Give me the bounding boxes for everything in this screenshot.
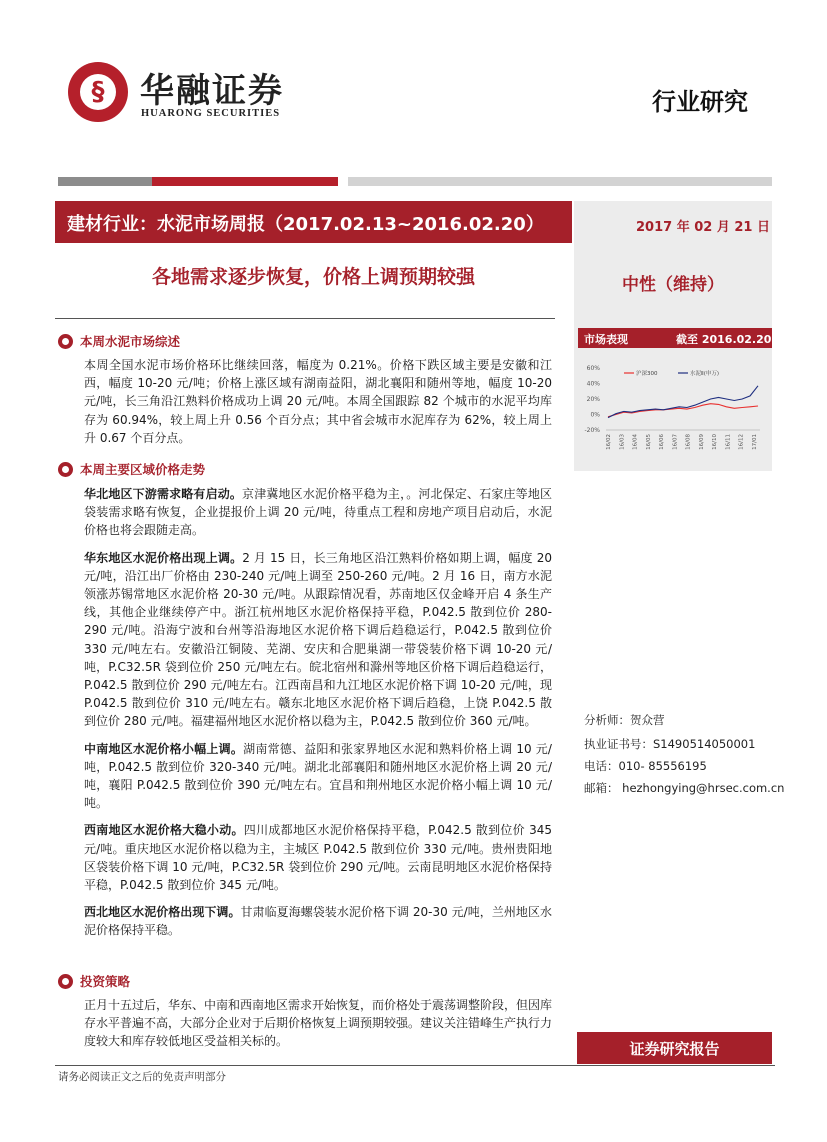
section-summary — [58, 332, 552, 447]
region-lead: 华东地区水泥价格出现上调。 — [84, 550, 243, 565]
y-tick-label: 20% — [586, 396, 600, 403]
analyst-email[interactable]: 邮箱： hezhongying@hrsec.com.cn — [584, 781, 785, 795]
x-tick-label: 16/10 — [712, 434, 719, 450]
market-chart — [578, 352, 772, 470]
x-tick-label: 16/02 — [606, 434, 612, 450]
decor-bar-grey — [58, 177, 152, 186]
strategy-text: 正月十五过后，华东、中南和西南地区需求开始恢复，而价格处于震荡调整阶段，但因库存水平普遍不高，大部分企业对于后期价格恢复上调预期较强。建议关注错峰生产执行力度较大和库存较低地区受益相关标的。 — [84, 998, 553, 1049]
region-paragraph — [84, 485, 552, 540]
analyst-name: 分析师：贺众营 — [584, 713, 665, 727]
section-header — [58, 972, 552, 990]
region-text: 京津冀地区水泥价格平稳为主，。河北保定、石家庄等地区袋装需求略有恢复，企业提报价上调 20 元/吨，待重点工程和房地产项目启动后，水泥价格也将会跟随走高。 — [84, 487, 552, 538]
bullet-icon — [58, 462, 73, 477]
x-tick-label: 16/06 — [659, 434, 666, 450]
x-tick-label: 16/03 — [619, 434, 626, 450]
x-tick-label: 16/07 — [672, 434, 679, 450]
report-title: 建材行业：水泥市场周报（2017.02.13~2016.02.20） — [67, 214, 544, 235]
region-lead: 西南地区水泥价格大稳小动。 — [84, 823, 244, 838]
market-panel-date: 截至 2016.02.20 — [676, 333, 772, 346]
legend-label: 沪深300 — [636, 371, 658, 377]
bullet-icon — [58, 974, 73, 989]
region-paragraph — [84, 740, 552, 813]
legend-label: 水泥Ⅱ(申万) — [690, 371, 719, 377]
region-lead: 华北地区下游需求略有启动。 — [84, 487, 243, 501]
region-paragraph — [84, 549, 552, 731]
region-text: 四川成都地区水泥价格保持平稳，P.042.5 散到位价 345 元/吨。重庆地区水泥价格以稳为主，主城区 P.042.5 散到位价 330 元/吨。贵州贵阳地区袋装价格下调 10 元/吨，P.C32.5R 袋到位价 290 元/吨。云南昆明地区水泥价格保持平稳，P.042.5 散到位价 345 元/吨。 — [84, 823, 552, 893]
report-band-label: 证券研究报告 — [629, 1040, 720, 1058]
market-panel-label: 市场表现 — [584, 333, 628, 346]
x-tick-label: 16/05 — [645, 434, 652, 450]
section-regions — [58, 460, 552, 940]
section-title: 投资策略 — [80, 974, 131, 989]
rating: 中性（维持） — [622, 275, 724, 295]
decor-bar-red — [152, 177, 338, 186]
x-tick-label: 16/11 — [725, 434, 732, 450]
section-header — [58, 460, 552, 478]
x-tick-label: 17/01 — [752, 434, 758, 450]
region-text: 湖南常德、益阳和张家界地区水泥和熟料价格上调 10 元/吨，P.042.5 散到位价 320-340 元/吨。湖北北部襄阳和随州地区水泥价格上调 20 元/吨，襄阳 P.042.5 散到位价 390 元/吨左右。宜昌和荆州地区水泥价格小幅上调 10 元/吨。 — [84, 741, 552, 811]
y-tick-label: 40% — [586, 380, 600, 388]
section-title: 本周水泥市场综述 — [80, 334, 181, 349]
region-lead: 中南地区水泥价格小幅上调。 — [84, 741, 244, 756]
summary-text: 本周全国水泥市场价格环比继续回落，幅度为 0.21%。价格下跌区域主要是安徽和江西，幅度 10-20 元/吨；价格上涨区域有湖南益阳，湖北襄阳和随州等地，幅度 10-20 元/吨，长三角沿江熟料价格成功上调 20 元/吨。本周全国跟踪 82 个城市的水泥平均库存为 60.94%，较上周上升 0.56 个百分点；其中省会城市水泥库存为 62%，较上周上升 0.67 个百分点。 — [84, 358, 552, 445]
report-date: 2017 年 02 月 21 日 — [636, 220, 770, 235]
region-paragraph — [84, 821, 552, 894]
footer-disclaimer: 请务必阅读正文之后的免责声明部分 — [58, 1071, 226, 1083]
x-tick-label: 16/04 — [632, 434, 639, 450]
y-tick-label: 0% — [590, 411, 600, 419]
series-line — [608, 404, 758, 417]
analyst-cert: 执业证书号：S1490514050001 — [584, 737, 756, 751]
section-header — [58, 332, 552, 350]
report-type: 行业研究 — [652, 87, 748, 116]
region-text: 甘肃临夏海螺袋装水泥价格下调 20-30 元/吨，兰州地区水泥价格保持平稳。 — [84, 905, 552, 938]
headline: 各地需求逐步恢复，价格上调预期较强 — [151, 266, 475, 288]
bullet-icon — [58, 334, 73, 349]
footer-divider — [55, 1065, 775, 1066]
section-strategy — [58, 972, 552, 1051]
decor-bar-light — [348, 177, 772, 186]
brand-name-cn: 华融证券 — [140, 71, 284, 111]
x-tick-label: 16/08 — [685, 434, 692, 450]
section-title: 本周主要区域价格走势 — [80, 462, 206, 477]
brand-name-en: HUARONG SECURITIES — [141, 108, 281, 119]
x-tick-label: 16/12 — [738, 434, 745, 450]
y-tick-label: 60% — [586, 365, 600, 372]
region-lead: 西北地区水泥价格出现下调。 — [84, 905, 241, 920]
region-text: 2 月 15 日，长三角地区沿江熟料价格如期上调，幅度 20 元/吨，沿江出厂价格由 230-240 元/吨上调至 250-260 元/吨。2 月 16 日，南方水泥领涨苏锡常地区水泥价格 20-30 元/吨。从跟踪情况看，苏南地区仅金峰开启 4 条生产线，其他企业继续停产中。浙江杭州地区水泥价格保持平稳，P.042.5 散到位价 280-290 元/吨。沿海宁波和台州等沿海地区水泥价格下调后趋稳运行，P.042.5 散到位价 330 元/吨左右。安徽沿江铜陵、芜湖、安庆和合肥巢湖一带袋装价格下调 10-20 元/吨，P.C32.5R 袋到位价 250 元/吨左右。皖北宿州和滁州等地区价格下调后趋稳运行，P.042.5 散到位价 290 元/吨左右。江西南昌和九江地区水泥价格下调 10-20 元/吨，现 P.042.5 散到位价 310 元/吨左右。赣东北地区水泥价格下调后趋稳，上饶 P.042.5 散到位价 280 元/吨。福建福州地区水泥价格以稳为主，P.042.5 散到位价 360 元/吨。 — [84, 550, 552, 729]
y-tick-label: -20% — [584, 427, 600, 434]
region-paragraph — [84, 903, 552, 939]
divider — [55, 318, 555, 319]
x-tick-label: 16/09 — [698, 434, 705, 450]
logo-icon: § — [91, 77, 105, 107]
analyst-phone: 电话：010- 85556195 — [584, 759, 707, 773]
